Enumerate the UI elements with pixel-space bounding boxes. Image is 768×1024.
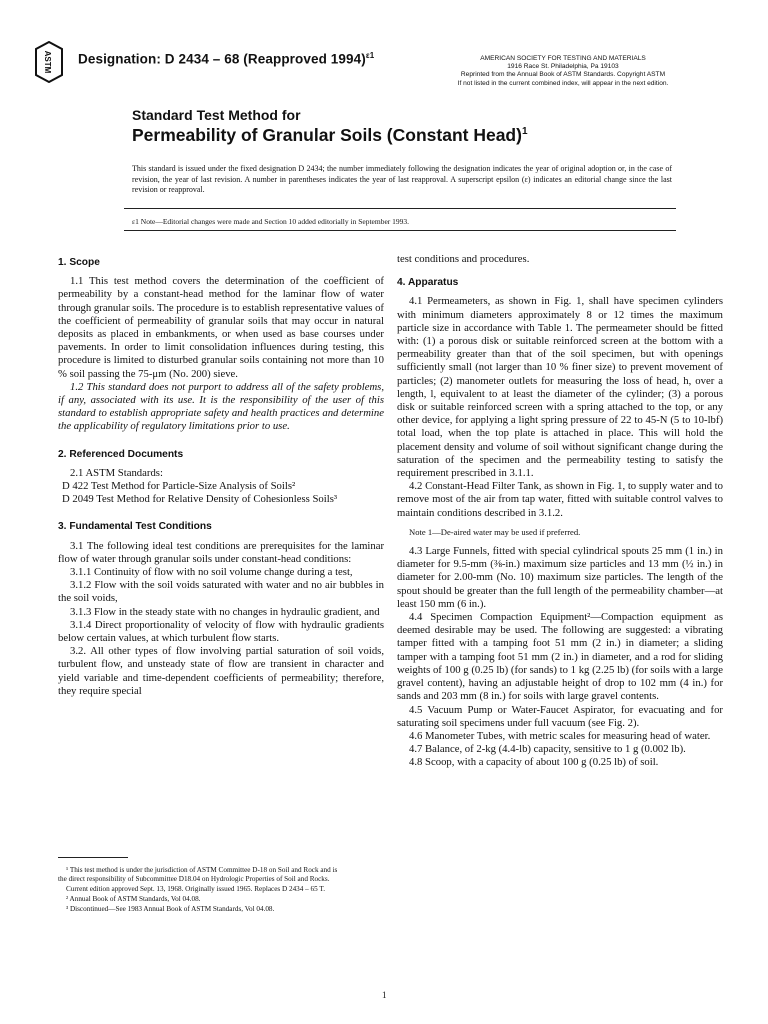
paragraph: 3.2. All other types of flow involving partial saturation of soil voids, turbulent flow, and unsteady state of flow are transient in character and yield variable and time-dependent coefficients of permeability; therefore, they require special — [58, 645, 384, 697]
publisher-line: If not listed in the current combined index, will appear in the next edition. — [457, 79, 669, 87]
reference-item: D 2049 Test Method for Relative Density of Cohesionless Soils³ — [62, 493, 338, 506]
document-title: Permeability of Granular Soils (Constant Head)$^1$ — [132, 125, 528, 145]
paragraph: 4.8 Scoop, with a capacity of about 100 g (0.25 lb) of soil. — [409, 756, 659, 769]
paragraph: 3.1 The following ideal test conditions are prerequisites for the laminar flow of water through granular soils under constant-head conditions: — [58, 539, 384, 565]
footnote: ² Annual Book of ASTM Standards, Vol 04.08. — [66, 895, 201, 903]
footnote: ³ Discontinued—See 1983 Annual Book of ASTM Standards, Vol 04.08. — [66, 905, 275, 913]
standard-label: Standard Test Method for — [132, 107, 301, 123]
paragraph: 3.1.3 Flow in the steady state with no changes in hydraulic gradient, and — [70, 605, 380, 618]
note: Note 1—De-aired water may be used if preferred. — [409, 526, 581, 537]
publisher-block — [438, 55, 688, 88]
publisher-line: AMERICAN SOCIETY FOR TESTING AND MATERIALS — [480, 55, 646, 62]
reference-item: D 422 Test Method for Particle-Size Analysis of Soils² — [62, 480, 296, 493]
paragraph: 3.1.2 Flow with the soil voids saturated with water and no air bubbles in the soil voids, — [58, 579, 384, 605]
section-heading-apparatus: 4. Apparatus — [397, 277, 459, 289]
paragraph: 3.1.1 Continuity of flow with no soil volume change during a test, — [70, 566, 353, 579]
publisher-line: Reprinted from the Annual Book of ASTM Standards. Copyright ASTM — [460, 71, 666, 79]
paragraph: 4.3 Large Funnels, fitted with special cylindrical spouts 25 mm (1 in.) in diameter for 9.5-mm (⅜-in.) maximum size particles and 13 mm (½ in.) in diameter for 2.00-mm (No. 10) maximum size particles. The length of the spout should be greater than the full length of the permeability chamber—at least 150 mm (6 in.). — [397, 545, 723, 610]
footnote: ¹ This test method is under the jurisdiction of ASTM Committee D-18 on Soil and Rock and is the direct responsibility of Subcommittee D18.04 on Hydrologic Properties of Soil and Rocks. — [58, 866, 338, 883]
section-heading-references: 2. Referenced Documents — [58, 448, 184, 460]
paragraph: 4.2 Constant-Head Filter Tank, as shown in Fig. 1, to supply water and to remove most of the air from tap water, fitted with suitable control valves to maintain conditions described in 3.1.2. — [397, 480, 723, 519]
paragraph: 4.1 Permeameters, as shown in Fig. 1, shall have specimen cylinders with minimum diameters approximately 8 or 12 times the maximum particle size in accordance with Table 1. The permeameter should be fitted with: (1) a porous disk or suitable reinforced screen at the bottom with a permeability greater than that of the soil specimen, but with openings sufficiently small (not larger than 10 % finer size) to prevent movement of particles; (2) manometer outlets for measuring the loss of head, h, over a length, l, equivalent to at least the diameter of the cylinder; (3) a porous disk or suitable reinforced screen with a spring attached to the top, or any other device, for applying a light spring pressure of 22 to 45-N (5 to 10-lbf) total load, when the top plate is attached in place. This will hold the placement density and volume of soil without significant change during the saturation of the specimen and the permeability testing to satisfy the requirement prescribed in 3.1.1. — [397, 295, 723, 480]
svg-text:ASTM: ASTM — [43, 50, 52, 74]
paragraph: 1.1 This test method covers the determination of the coefficient of permeability by a constant-head method for the laminar flow of water through granular soils. The procedure is to establish representative values of the coefficient of permeability of granular soils that may occur in natural deposits as placed in embankments, or when used as base courses under pavements. In order to limit consolidation influences during testing, this procedure is limited to disturbed granular soils containing not more than 10 % soil passing the 75-μm (No. 200) sieve. — [58, 275, 384, 380]
paragraph: 3.1.4 Direct proportionality of velocity of flow with hydraulic gradients below certain values, at which turbulent flow starts. — [58, 618, 384, 645]
designation: Designation: D 2434 – 68 (Reapproved 1994)$^{\varepsilon 1}$ — [78, 51, 375, 67]
paragraph: 4.7 Balance, of 2-kg (4.4-lb) capacity, sensitive to 1 g (0.002 lb). — [409, 743, 686, 756]
paragraph: 4.6 Manometer Tubes, with metric scales for measuring head of water. — [409, 729, 711, 742]
footnote-divider — [58, 857, 128, 858]
page-number: 1 — [382, 990, 387, 1000]
right-column — [397, 253, 723, 770]
divider — [124, 208, 676, 209]
paragraph: 1.2 This standard does not purport to address all of the safety problems, if any, associated with its use. It is the responsibility of the user of this standard to establish appropriate safety and health practices and determine the applicability of regulatory limitations prior to use. — [58, 380, 384, 433]
editorial-note: ε1 Note—Editorial changes were made and Section 10 added editorially in September 1993. — [132, 217, 410, 226]
preamble: This standard is issued under the fixed designation D 2434; the number immediately following the designation indicates the year of original adoption or, in the case of revision, the year of last revision. A number in parentheses indicates the year of last reapproval. A superscript epsilon (ε) indicates an editorial change since the last revision or reapproval. — [132, 164, 672, 194]
section-heading-fundamental: 3. Fundamental Test Conditions — [58, 521, 212, 533]
paragraph: 4.5 Vacuum Pump or Water-Faucet Aspirator, for evacuating and for saturating soil specimens under full vacuum (see Fig. 2). — [397, 703, 723, 729]
footnote: Current edition approved Sept. 13, 1968. Originally issued 1965. Replaces D 2434 – 65 T. — [66, 885, 326, 893]
astm-logo-icon — [34, 41, 64, 83]
section-heading-scope: 1. Scope — [58, 257, 100, 268]
paragraph: test conditions and procedures. — [397, 253, 530, 265]
publisher-address: 1916 Race St. Philadelphia, Pa 19103 — [507, 63, 619, 71]
divider — [124, 230, 676, 231]
paragraph: 2.1 ASTM Standards: — [70, 466, 163, 479]
footnotes — [58, 866, 338, 915]
paragraph: 4.4 Specimen Compaction Equipment²—Compaction equipment as deemed desirable may be used. The following are suggested: a vibrating tamper fitted with a tamping foot 51 mm (2 in.) in diameter; a sliding tamper with a tamping foot 51 mm (2 in.) in diameter, and a rod for sliding weights of 100 g (0.25 lb) (for sands) to 1 kg (2.25 lb) (for soils with a large gravel content), having an adjustable height of drop to 102 mm (4 in.) for sands and 203 mm (8 in.) for soils with large gravel contents. — [397, 611, 723, 703]
left-column — [58, 256, 384, 698]
